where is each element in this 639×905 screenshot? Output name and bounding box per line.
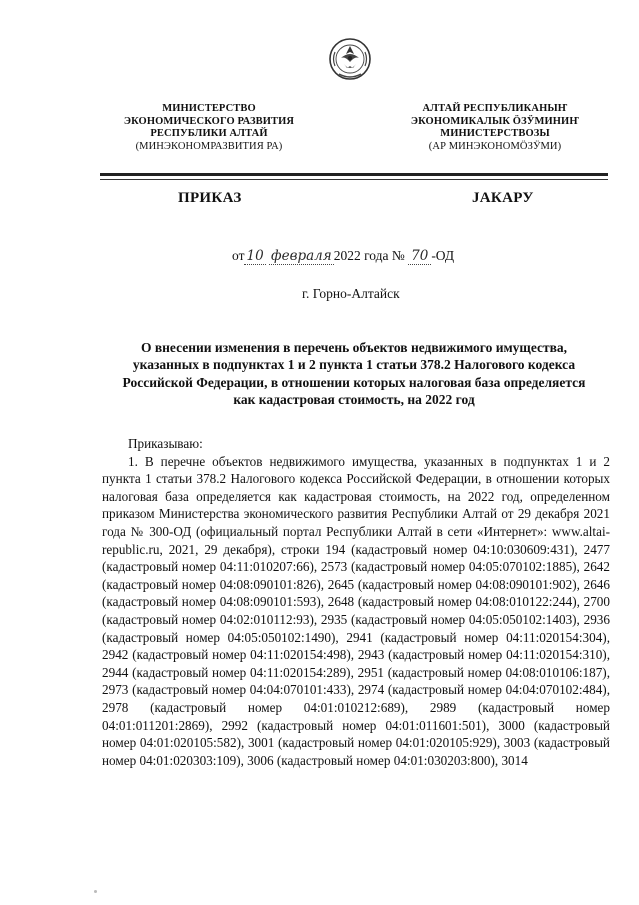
- header-right: [386, 103, 604, 153]
- header-left-line3: РЕСПУБЛИКИ АЛТАЙ: [150, 128, 268, 139]
- title-right: ЈАКАРУ: [472, 190, 534, 206]
- altai-republic-emblem-icon: [327, 34, 373, 84]
- date-month-handwritten: февраля: [271, 248, 332, 264]
- header-rule-thick: [100, 173, 608, 176]
- date-day-handwritten: 10: [246, 248, 264, 264]
- header-right-line1: АЛТАЙ РЕСПУБЛИКАНЫҤ: [422, 103, 568, 114]
- header-right-line2: ЭКОНОМИКАЛЫК ӦЗӰМИНИҤ: [410, 115, 580, 127]
- order-number-handwritten: 70: [408, 248, 431, 265]
- order-number-suffix: -ОД: [431, 248, 455, 263]
- city: г. Горно-Алтайск: [302, 286, 400, 301]
- order-word: Приказываю:: [128, 436, 203, 451]
- header-left-line1: МИНИСТЕРСТВО: [162, 103, 256, 114]
- header-left: [100, 103, 318, 153]
- order-body: [102, 435, 610, 769]
- header-right-line4: (АР МИНЭКОНОМӦЗӰМИ): [428, 140, 562, 152]
- date-prefix: от: [232, 248, 245, 263]
- order-dateline: [232, 248, 454, 264]
- date-year-text: 2022 года №: [333, 248, 405, 263]
- header-left-line2: ЭКОНОМИЧЕСКОГО РАЗВИТИЯ: [123, 115, 295, 127]
- header-rule-thin: [100, 179, 608, 180]
- order-subject: О внесении изменения в перечень объектов недвижимого имущества, указанных в подпунктах 1 и 2 пункта 1 статьи 378.2 Налогового кодекса Российской Федерации, в отношении которых налоговая база определяется как кадастровая стоимость, на 2022 год: [122, 340, 586, 407]
- header-left-line4: (МИНЭКОНОМРАЗВИТИЯ РА): [135, 140, 283, 152]
- title-left: ПРИКАЗ: [178, 190, 242, 206]
- scan-dot: [94, 890, 97, 893]
- header-right-line3: МИНИСТЕРСТВОЗЫ: [440, 128, 550, 139]
- paragraph-1: 1. В перечне объектов недвижимого имущества, указанных в подпунктах 1 и 2 пункта 1 статьи 378.2 Налогового кодекса Российской Федерации, в отношении которых налоговая база определяется как кадастровая стоимость, на 2022 год, определенном приказом Министерства экономического развития Республики Алтай от 29 декабря 2021 года № 300-ОД (официальный портал Республики Алтай в сети «Интернет»: www.altai-republic.ru, 2021, 29 декабря), строки 194 (кадастровый номер 04:10:030609:431), 2477 (кадастровый номер 04:11:010207:66), 2573 (кадастровый номер 04:05:070102:1885), 2642 (кадастровый номер 04:08:090101:826), 2645 (кадастровый номер 04:08:090101:902), 2646 (кадастровый номер 04:08:090101:593), 2648 (кадастровый номер 04:08:010122:244), 2700 (кадастровый номер 04:02:010112:93), 2935 (кадастровый номер 04:05:050102:1403), 2936 (кадастровый номер 04:05:050102:1490), 2941 (кадастровый номер 04:11:020154:304), 2942 (кадастровый номер 04:11:020154:498), 2943 (кадастровый номер 04:11:020154:310), 2944 (кадастровый номер 04:11:020154:289), 2951 (кадастровый номер 04:08:010106:187), 2973 (кадастровый номер 04:04:070101:433), 2974 (кадастровый номер 04:04:070102:484), 2978 (кадастровый номер 04:01:010212:689), 2989 (кадастровый номер 04:01:011201:2869), 2992 (кадастровый номер 04:01:011601:501), 3000 (кадастровый номер 04:01:020105:582), 3001 (кадастровый номер 04:01:020105:929), 3003 (кадастровый номер 04:01:020303:109), 3006 (кадастровый номер 04:01:030203:800), 3014: [102, 453, 610, 768]
